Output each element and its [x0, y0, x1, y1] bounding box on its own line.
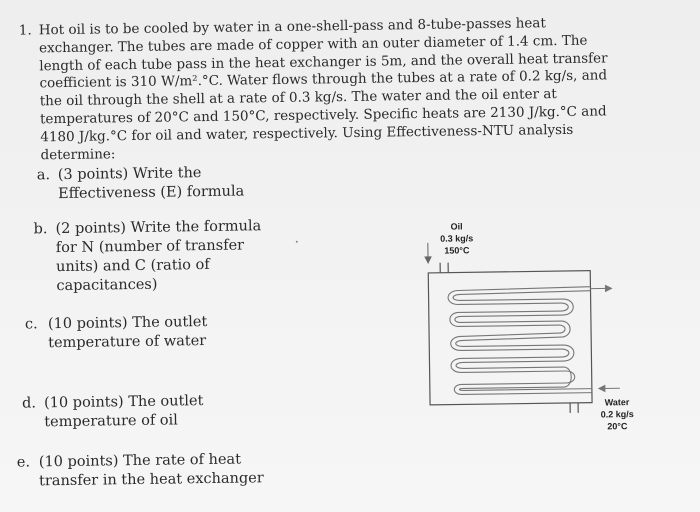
part-d-label: d.: [21, 395, 37, 412]
part-a-text: (3 points) Write the Effectiveness (E) formula: [57, 165, 245, 203]
oil-label: Oil: [450, 221, 463, 232]
water-flow-rate: 0.2 kg/s: [600, 409, 634, 420]
water-outlet-arrow-icon: [590, 285, 611, 291]
part-c: [25, 312, 286, 356]
part-e-text: (10 points) The rate of heat transfer in the heat exchanger: [38, 451, 264, 490]
part-a: [37, 163, 298, 207]
oil-inlet-arrow-icon: [425, 243, 431, 263]
part-b-text: (2 points) Write the formula for N (number of transfer units) and C (ratio of capacitances): [55, 218, 262, 295]
water-inlet-arrow-icon: [599, 385, 620, 391]
oil-flow-rate: 0.3 kg/s: [440, 233, 474, 244]
oil-outlet-nozzle: [570, 403, 578, 413]
part-e: [17, 449, 318, 493]
water-label: Water: [604, 397, 630, 408]
oil-inlet-nozzle: [440, 263, 448, 273]
heat-exchanger-diagram: [400, 236, 623, 439]
part-d: [22, 391, 283, 435]
water-inlet-temp: 20°C: [607, 421, 628, 432]
part-c-label: c.: [24, 316, 38, 333]
problem-statement: Hot oil is to be cooled by water in a one-shell-pass and 8-tube-passes heat exchanger. The tubes are made of copper with an outer diameter of 1.4 cm. The length of each tube pass in the heat exchanger is 5m, and the overall heat transfer coefficient is 310 W/m².°C. Water flows through the tubes at a rate of 0.2 kg/s, and the oil through the shell at a rate of 0.3 kg/s. The water and the oil enter at temperatures of 20°C and 150°C, respectively. Specific heats are 2130 J/kg.°C and 4180 J/kg.°C for oil and water, respectively. Using Effectiveness-NTU analysis determine:: [38, 15, 608, 163]
pen-mark: [296, 241, 298, 243]
part-c-text: (10 points) The outlet temperature of water: [47, 313, 208, 352]
part-b: [33, 217, 294, 301]
part-e-label: e.: [16, 454, 31, 471]
water-inlet-label: [592, 396, 642, 433]
part-b-label: b.: [33, 221, 48, 238]
part-a-label: a.: [36, 167, 51, 184]
part-d-text: (10 points) The outlet temperature of oil: [43, 393, 204, 431]
problem-number: 1.: [18, 22, 32, 39]
tube-bundle: [448, 287, 592, 395]
oil-inlet-temp: 150°C: [444, 245, 470, 256]
